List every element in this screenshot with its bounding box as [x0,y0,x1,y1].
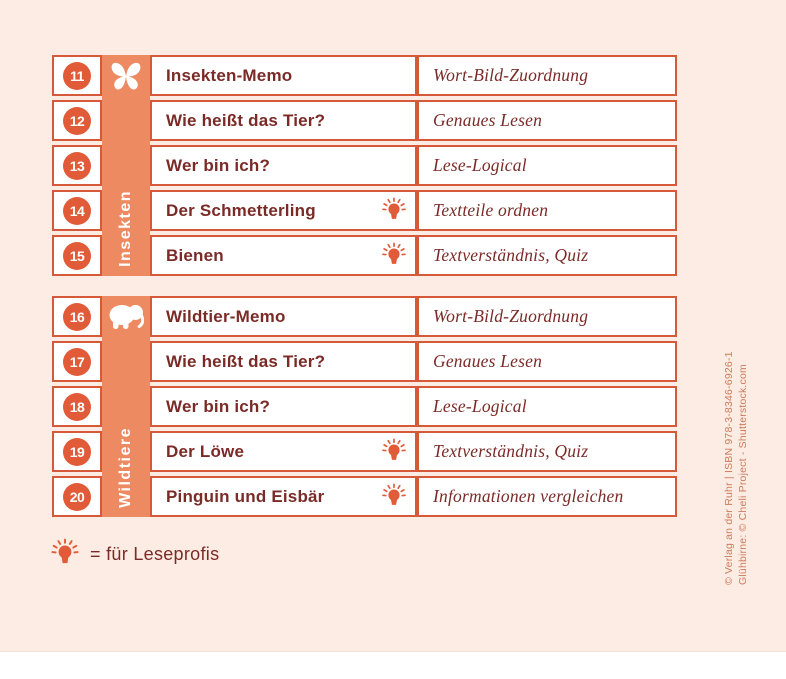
band-spacer [102,386,150,427]
table-rows [52,296,677,517]
exercise-title: Der Schmetterling [166,201,316,221]
leseprofi-bulb-icon [381,438,407,466]
row-number-cell [52,145,102,186]
row-number-cell [52,386,102,427]
band-spacer [102,100,150,141]
table-row [52,55,677,96]
row-number-badge: 19 [63,438,91,466]
exercise-type: Lese-Logical [433,396,527,417]
leseprofi-bulb-icon [50,538,80,570]
exercise-type-cell [417,190,677,231]
leseprofi-bulb-icon [381,197,407,225]
exercise-type: Genaues Lesen [433,110,542,131]
exercise-type-cell [417,100,677,141]
exercise-type-cell [417,296,677,337]
row-number-badge: 16 [63,303,91,331]
copyright-note [722,315,750,585]
table-row [52,341,677,382]
row-number-badge: 17 [63,348,91,376]
row-number-cell [52,55,102,96]
exercise-title: Wer bin ich? [166,156,270,176]
row-number-cell [52,296,102,337]
exercise-type-cell [417,386,677,427]
toc-table-wildtiere [52,296,677,517]
exercise-type: Textverständnis, Quiz [433,245,588,266]
row-number-cell [52,100,102,141]
exercise-type: Genaues Lesen [433,351,542,372]
table-rows [52,55,677,276]
exercise-type: Textteile ordnen [433,200,548,221]
table-row [52,386,677,427]
legend [50,538,219,570]
row-number-cell [52,341,102,382]
band-spacer [102,190,150,231]
band-spacer [102,55,150,96]
exercise-title: Wie heißt das Tier? [166,352,325,372]
exercise-title: Der Löwe [166,442,244,462]
exercise-title-cell [150,476,417,517]
table-row [52,145,677,186]
exercise-title-cell [150,235,417,276]
band-spacer [102,145,150,186]
row-number-badge: 13 [63,152,91,180]
exercise-type: Wort-Bild-Zuordnung [433,65,588,86]
band-spacer [102,476,150,517]
exercise-title-cell [150,190,417,231]
row-number-cell [52,190,102,231]
exercise-title: Insekten-Memo [166,66,292,86]
row-number-badge: 20 [63,483,91,511]
exercise-title-cell [150,431,417,472]
row-number-cell [52,431,102,472]
exercise-title: Bienen [166,246,224,266]
toc-table-insekten [52,55,677,276]
band-spacer [102,235,150,276]
page-bottom-edge [0,651,786,679]
exercise-type-cell [417,431,677,472]
copyright-line-1: © Verlag an der Ruhr | ISBN 978-3-8346-6926-1 [722,315,736,585]
row-number-badge: 18 [63,393,91,421]
exercise-title: Wie heißt das Tier? [166,111,325,131]
table-row [52,476,677,517]
exercise-type: Wort-Bild-Zuordnung [433,306,588,327]
row-number-badge: 15 [63,242,91,270]
exercise-title-cell [150,145,417,186]
exercise-type-cell [417,341,677,382]
table-row [52,296,677,337]
exercise-type: Textverständnis, Quiz [433,441,588,462]
exercise-type: Informationen vergleichen [433,486,623,507]
exercise-title-cell [150,296,417,337]
row-number-cell [52,235,102,276]
exercise-type-cell [417,476,677,517]
exercise-type-cell [417,235,677,276]
exercise-title: Wer bin ich? [166,397,270,417]
row-number-cell [52,476,102,517]
band-spacer [102,431,150,472]
leseprofi-bulb-icon [381,242,407,270]
exercise-title: Pinguin und Eisbär [166,487,325,507]
exercise-title-cell [150,100,417,141]
table-row [52,235,677,276]
group-label: Wildtiere [117,427,135,508]
table-row [52,190,677,231]
band-spacer [102,296,150,337]
exercise-title-cell [150,341,417,382]
exercise-title-cell [150,55,417,96]
exercise-type-cell [417,55,677,96]
legend-text: = für Leseprofis [90,544,219,565]
exercise-type-cell [417,145,677,186]
row-number-badge: 11 [63,62,91,90]
copyright-line-2: Glühbirne: © Cheli Project - Shutterstock.com [736,315,750,585]
band-spacer [102,341,150,382]
row-number-badge: 14 [63,197,91,225]
table-row [52,431,677,472]
table-row [52,100,677,141]
exercise-type: Lese-Logical [433,155,527,176]
exercise-title: Wildtier-Memo [166,307,286,327]
row-number-badge: 12 [63,107,91,135]
exercise-title-cell [150,386,417,427]
leseprofi-bulb-icon [381,483,407,511]
group-label: Insekten [117,190,135,267]
